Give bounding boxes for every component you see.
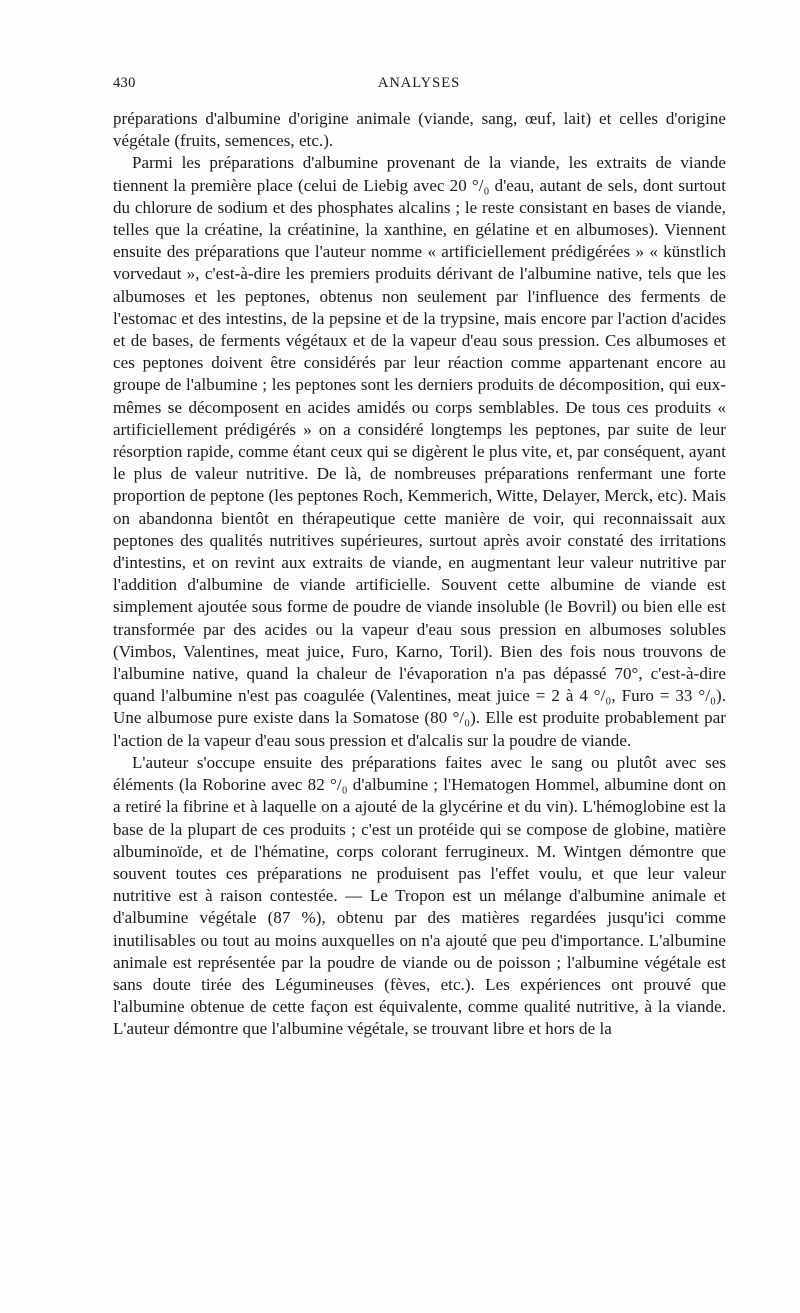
paragraph-1: préparations d'albumine d'origine animale (viande, sang, œuf, lait) et celles d'origine végétale (fruits, semences, etc.).: [113, 109, 726, 151]
running-title: ANALYSES: [377, 75, 461, 91]
body-text: [113, 108, 726, 1041]
page-number: 430: [113, 75, 136, 91]
paragraph-2: Parmi les préparations d'albumine provenant de la viande, les extraits de viande tiennent la première place (celui de Liebig avec 20 °/₀ d'eau, autant de sels, dont surtout du chlorure de sodium et des phosphates alcalins ; le reste consistant en bases de viande, telles que la créatine, la créatinine, la xanthine, en gélatine et en albumoses). Viennent ensuite des préparations que l'auteur nomme « artificiellement prédigérées » « künstlich vorvedaut », c'est-à-dire les premiers produits dérivant de l'albumine native, tels que les albumoses et les peptones, obtenus non seulement par l'influence des ferments de l'estomac et des intestins, de la pepsine et de la trypsine, mais encore par l'action d'acides et de bases, de ferments végétaux et de la vapeur d'eau sous pression. Ces albumoses et ces peptones doivent être considérés par leur réaction comme appartenant encore au groupe de l'albumine ; les peptones sont les derniers produits de décomposition, qui eux-mêmes se décomposent en acides amidés ou corps semblables. De tous ces produits « artificiellement prédigérés » on a considéré longtemps les peptones, par suite de leur résorption rapide, comme étant ceux qui se digèrent le plus vite, et, par conséquent, ayant le plus de valeur nutritive. De là, de nombreuses préparations renfermant une forte proportion de peptone (les peptones Roch, Kemmerich, Witte, Delayer, Merck, etc). Mais on abandonna bientôt en thérapeutique cette manière de voir, qui reconnaissait aux peptones des qualités nutritives supérieures, surtout après avoir constaté des irritations d'intestins, et on revint aux extraits de viande, en augmentant leur valeur nutritive par l'addition d'albumine de viande artificielle. Souvent cette albumine de viande est simplement ajoutée sous forme de poudre de viande insoluble (le Bovril) ou bien elle est transformée par des acides ou la vapeur d'eau sous pression en albumoses solubles (Vimbos, Valentines, meat juice, Furo, Karno, Toril). Bien des fois nous trouvons de l'albumine native, quand la chaleur de l'évaporation n'a pas dépassé 70°, c'est-à-dire quand l'albumine n'est pas coagulée (Valentines, meat juice = 2 à 4 °/₀, Furo = 33 °/₀). Une albumose pure existe dans la Somatose (80 °/₀). Elle est produite probablement par l'action de la vapeur d'eau sous pression et d'alcalis sur la poudre de viande.: [113, 153, 727, 750]
page-header: [113, 75, 725, 95]
paragraph-3: L'auteur s'occupe ensuite des préparations faites avec le sang ou plutôt avec ses éléments (la Roborine avec 82 °/₀ d'albumine ; l'Hematogen Hommel, albumine dont on a retiré la fibrine et à laquelle on a ajouté de la glycérine et du vin). L'hémoglobine est la base de la plupart de ces produits ; c'est un protéide qui se compose de globine, matière albuminoïde, et de l'hématine, corps colorant ferrugineux. M. Wintgen démontre que souvent toutes ces préparations ne produisent pas l'effet voulu, et que leur valeur nutritive est à raison contestée. — Le Tropon est un mélange d'albumine animale et d'albumine végétale (87 %), obtenu par des matières regardées jusqu'ici comme inutilisables ou tout au moins auxquelles on n'a ajouté que peu d'importance. L'albumine animale est représentée par la poudre de viande ou de poisson ; l'albumine végétale est sans doute tirée des Légumineuses (fèves, etc.). Les expériences ont prouvé que l'albumine obtenue de cette façon est équivalente, comme qualité nutritive, à la viande. L'auteur démontre que l'albumine végétale, se trouvant libre et hors de la: [113, 752, 726, 1039]
